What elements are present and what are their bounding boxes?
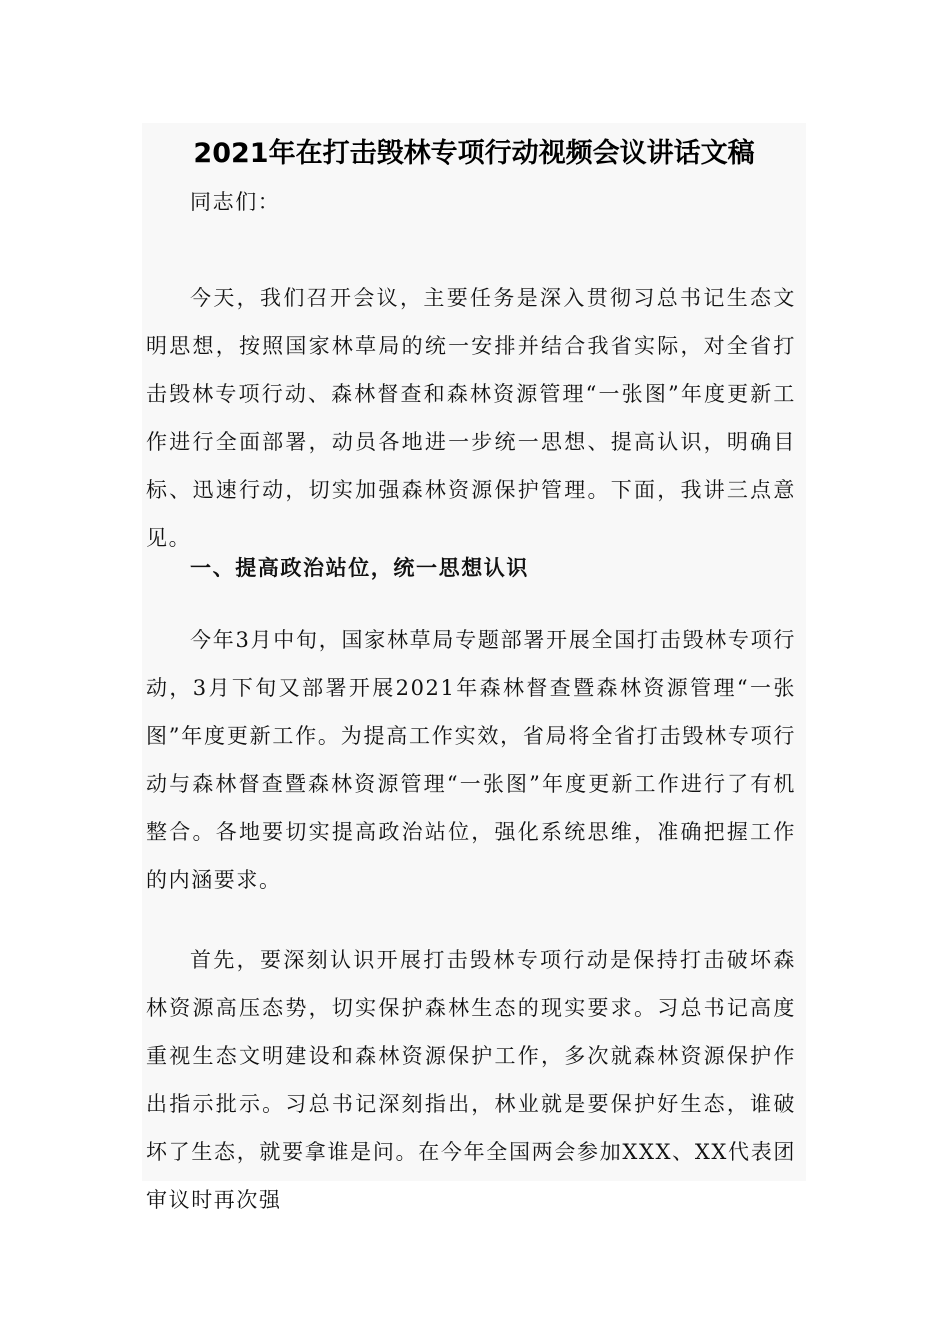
paragraph-first-point: 首先，要深刻认识开展打击毁林专项行动是保持打击破坏森林资源高压态势，切实保护森林生态的现实要求。习总书记高度重视生态文明建设和森林资源保护工作，多次就森林资源保护作出指示批示。习总书记深刻指出，林业就是要保护好生态，谁破坏了生态，就要拿谁是问。在今年全国两会参加XXX、XX代表团审议时再次强	[146, 948, 796, 1212]
paragraph-intro: 今天，我们召开会议，主要任务是深入贯彻习总书记生态文明思想，按照国家林草局的统一安排并结合我省实际，对全省打击毁林专项行动、森林督查和森林资源管理“一张图”年度更新工作进行全面部署，动员各地进一步统一思想、提高认识，明确目标、迅速行动，切实加强森林资源保护管理。下面，我讲三点意见。	[146, 286, 796, 550]
document-title: 2021年在打击毁林专项行动视频会议讲话文稿	[193, 138, 755, 169]
salutation: 同志们：	[190, 190, 281, 214]
paragraph-section-1: 今年3月中旬，国家林草局专题部署开展全国打击毁林专项行动，3月下旬又部署开展2021年森林督查暨森林资源管理“一张图”年度更新工作。为提高工作实效，省局将全省打击毁林专项行动与森林督查暨森林资源管理“一张图”年度更新工作进行了有机整合。各地要切实提高政治站位，强化系统思维，准确把握工作的内涵要求。	[146, 628, 796, 892]
section-heading-1: 一、提高政治站位，统一思想认识	[190, 556, 529, 580]
